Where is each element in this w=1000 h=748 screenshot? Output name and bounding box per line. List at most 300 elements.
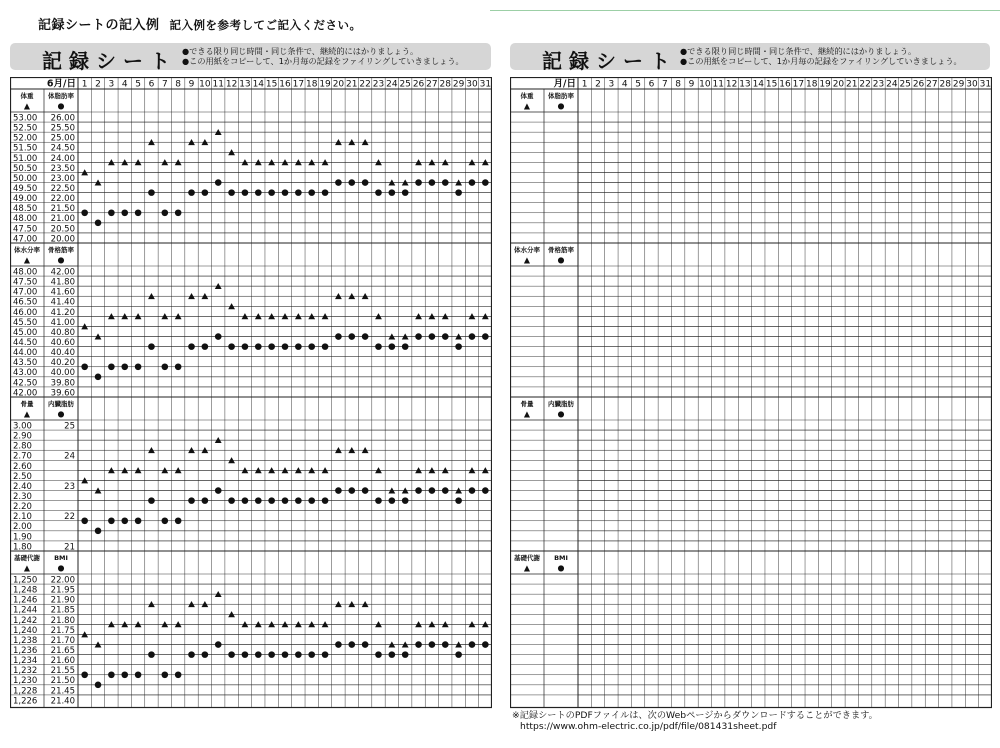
circle-mark <box>81 517 88 524</box>
circle-mark <box>175 363 182 370</box>
scale-value: 47.00 <box>13 234 38 245</box>
day-number: 18 <box>805 79 818 90</box>
circle-mark <box>389 189 396 196</box>
day-number: 26 <box>412 79 425 90</box>
day-number: 1 <box>81 79 88 90</box>
day-number: 27 <box>926 79 938 90</box>
circle-mark <box>268 343 275 350</box>
scale-value: 51.00 <box>13 153 38 164</box>
circle-mark <box>469 487 476 494</box>
circle-mark <box>482 487 489 494</box>
circle-mark <box>335 641 342 648</box>
circle-legend-mark: ● <box>57 563 65 573</box>
scale-value: 50.50 <box>13 163 38 174</box>
scale-value: 49.50 <box>13 184 38 195</box>
circle-mark <box>442 179 449 186</box>
day-number: 18 <box>305 79 318 90</box>
scale-value: 51.50 <box>13 143 38 154</box>
scale-value: 20.50 <box>50 224 75 235</box>
scale-value: 21.00 <box>50 214 75 225</box>
day-number: 31 <box>979 79 992 90</box>
scale-value: 2.70 <box>13 451 32 462</box>
day-number: 28 <box>439 79 451 90</box>
banner-note-2: ●この用紙をコピーして、1か月毎の記録をファイリングしていきましょう。 <box>680 56 962 66</box>
circle-mark <box>308 189 315 196</box>
circle-mark <box>335 179 342 186</box>
circle-mark <box>362 641 369 648</box>
day-number: 17 <box>792 79 805 90</box>
circle-mark <box>228 651 235 658</box>
day-number: 3 <box>608 79 615 90</box>
metric-label: 内臓脂肪 <box>48 400 74 408</box>
day-number: 15 <box>265 79 278 90</box>
scale-value: 24 <box>64 451 75 462</box>
circle-mark <box>335 333 342 340</box>
circle-mark <box>375 343 382 350</box>
day-number: 13 <box>739 79 751 90</box>
circle-mark <box>81 671 88 678</box>
day-number: 13 <box>239 79 251 90</box>
circle-mark <box>202 343 209 350</box>
footnote <box>512 710 878 732</box>
triangle-legend-mark: ▲ <box>23 255 31 265</box>
header-month-day: 6月/日 <box>46 78 76 90</box>
scale-value: 39.60 <box>50 388 75 399</box>
scale-value: 1,242 <box>13 615 38 626</box>
circle-mark <box>81 363 88 370</box>
circle-mark <box>469 641 476 648</box>
circle-mark <box>175 517 182 524</box>
day-number: 20 <box>832 79 845 90</box>
circle-legend-mark: ● <box>557 409 565 419</box>
scale-value: 2.50 <box>13 471 32 482</box>
scale-value: 26.00 <box>50 113 75 124</box>
example-caption-sub: 記入例を参考してご記入ください。 <box>169 18 362 32</box>
circle-mark <box>108 517 115 524</box>
circle-mark <box>308 651 315 658</box>
scale-value: 1,248 <box>13 585 38 596</box>
circle-mark <box>362 179 369 186</box>
scale-value: 24.50 <box>50 143 75 154</box>
scale-value: 21 <box>64 542 75 553</box>
sheet-border <box>511 78 992 708</box>
circle-mark <box>148 189 155 196</box>
circle-mark <box>255 497 262 504</box>
circle-mark <box>429 333 436 340</box>
circle-mark <box>402 343 409 350</box>
scale-value: 41.40 <box>50 297 75 308</box>
day-number: 29 <box>952 79 965 90</box>
banner-title: 記録シート <box>542 49 677 73</box>
top-divider <box>490 10 1000 11</box>
circle-mark <box>202 189 209 196</box>
scale-value: 47.50 <box>13 224 38 235</box>
circle-mark <box>429 641 436 648</box>
day-number: 6 <box>648 79 655 90</box>
circle-mark <box>215 179 222 186</box>
circle-legend-mark: ● <box>57 255 65 265</box>
circle-mark <box>282 343 289 350</box>
scale-value: 46.00 <box>13 307 38 318</box>
scale-value: 2.20 <box>13 502 32 513</box>
scale-value: 52.00 <box>13 133 38 144</box>
circle-mark <box>188 497 195 504</box>
day-number: 11 <box>712 79 724 90</box>
day-number: 21 <box>846 79 858 90</box>
banner-title: 記録シート <box>42 49 177 73</box>
circle-mark <box>415 333 422 340</box>
circle-mark <box>162 363 169 370</box>
circle-mark <box>175 209 182 216</box>
scale-value: 46.50 <box>13 297 38 308</box>
circle-mark <box>242 189 249 196</box>
banner-notes <box>680 46 962 66</box>
circle-mark <box>188 651 195 658</box>
circle-mark <box>202 651 209 658</box>
metric-label: 骨格筋率 <box>548 246 574 254</box>
metric-label: 体重 <box>20 92 34 100</box>
circle-mark <box>482 333 489 340</box>
circle-mark <box>282 189 289 196</box>
day-number: 28 <box>939 79 951 90</box>
scale-value: 40.80 <box>50 327 75 338</box>
scale-value: 43.50 <box>13 358 38 369</box>
scale-value: 1,236 <box>13 646 38 657</box>
day-number: 7 <box>161 79 168 90</box>
scale-value: 21.80 <box>50 615 75 626</box>
circle-mark <box>389 343 396 350</box>
circle-mark <box>228 497 235 504</box>
sheet-border <box>11 78 492 708</box>
circle-mark <box>455 497 462 504</box>
circle-legend-mark: ● <box>57 101 65 111</box>
scale-value: 20.00 <box>50 234 75 245</box>
metric-label: 体重 <box>520 92 534 100</box>
circle-mark <box>228 189 235 196</box>
day-number: 19 <box>819 79 831 90</box>
circle-mark <box>362 333 369 340</box>
day-number: 16 <box>279 79 291 90</box>
banner-blank <box>510 43 990 73</box>
example-record-sheet <box>10 77 492 709</box>
triangle-legend-mark: ▲ <box>523 255 531 265</box>
scale-value: 41.60 <box>50 287 75 298</box>
scale-value: 3.00 <box>13 421 32 432</box>
day-number: 20 <box>332 79 345 90</box>
circle-mark <box>469 333 476 340</box>
circle-legend-mark: ● <box>557 563 565 573</box>
scale-value: 53.00 <box>13 113 38 124</box>
banner-note-1: ●できる限り同じ時間・同じ条件で、継続的にはかりましょう。 <box>182 46 419 56</box>
day-number: 9 <box>188 79 195 90</box>
circle-mark <box>295 497 302 504</box>
scale-value: 24.00 <box>50 153 75 164</box>
scale-value: 1,238 <box>13 635 38 646</box>
day-number: 8 <box>175 79 182 90</box>
metric-label: 基礎代謝 <box>514 554 540 562</box>
metric-label: 骨量 <box>20 400 34 408</box>
scale-value: 2.30 <box>13 492 32 503</box>
scale-value: 41.20 <box>50 307 75 318</box>
circle-mark <box>455 343 462 350</box>
circle-mark <box>389 651 396 658</box>
day-number: 17 <box>292 79 305 90</box>
circle-mark <box>242 651 249 658</box>
circle-mark <box>295 651 302 658</box>
footnote-line-1: ※記録シートのPDFファイルは、次のWebページからダウンロードすることができます。 <box>512 710 878 721</box>
scale-value: 25.00 <box>50 133 75 144</box>
circle-mark <box>162 517 169 524</box>
scale-value: 2.00 <box>13 522 32 533</box>
circle-mark <box>95 220 102 227</box>
day-number: 9 <box>688 79 695 90</box>
banner-note-1: ●できる限り同じ時間・同じ条件で、継続的にはかりましょう。 <box>680 46 917 56</box>
circle-mark <box>282 651 289 658</box>
circle-mark <box>322 189 329 196</box>
day-number: 14 <box>252 79 265 90</box>
scale-value: 23.50 <box>50 163 75 174</box>
circle-mark <box>95 374 102 381</box>
day-number: 7 <box>661 79 668 90</box>
footnote-url: https://www.ohm-electric.co.jp/pdf/file/081431sheet.pdf <box>520 721 777 732</box>
circle-mark <box>348 179 355 186</box>
circle-mark <box>202 497 209 504</box>
triangle-legend-mark: ▲ <box>23 409 31 419</box>
triangle-legend-mark: ▲ <box>23 563 31 573</box>
day-number: 29 <box>452 79 465 90</box>
banner-notes <box>182 46 464 66</box>
metric-label: 骨量 <box>520 400 534 408</box>
circle-mark <box>415 641 422 648</box>
day-number: 5 <box>135 79 141 90</box>
scale-value: 2.80 <box>13 441 32 452</box>
day-number: 31 <box>479 79 492 90</box>
scale-value: 1,228 <box>13 686 38 697</box>
circle-legend-mark: ● <box>557 255 565 265</box>
scale-value: 21.65 <box>50 646 75 657</box>
day-number: 2 <box>595 79 601 90</box>
circle-legend-mark: ● <box>57 409 65 419</box>
circle-mark <box>148 343 155 350</box>
day-number: 24 <box>386 79 398 90</box>
day-number: 24 <box>886 79 898 90</box>
circle-mark <box>295 189 302 196</box>
circle-mark <box>375 497 382 504</box>
scale-value: 21.50 <box>50 676 75 687</box>
circle-mark <box>415 487 422 494</box>
scale-value: 21.50 <box>50 204 75 215</box>
day-number: 4 <box>621 79 628 90</box>
day-number: 14 <box>752 79 765 90</box>
circle-mark <box>348 333 355 340</box>
scale-value: 21.40 <box>50 696 75 707</box>
metric-label: 骨格筋率 <box>48 246 74 254</box>
scale-value: 42.00 <box>13 388 38 399</box>
scale-value: 21.85 <box>50 605 75 616</box>
circle-mark <box>148 651 155 658</box>
day-number: 21 <box>346 79 358 90</box>
scale-value: 50.00 <box>13 173 38 184</box>
scale-value: 52.50 <box>13 123 38 134</box>
scale-value: 22.00 <box>50 575 75 586</box>
scale-value: 41.00 <box>50 317 75 328</box>
circle-mark <box>255 343 262 350</box>
scale-value: 39.80 <box>50 378 75 389</box>
day-number: 10 <box>199 79 211 90</box>
scale-value: 2.10 <box>13 512 32 523</box>
scale-value: 1.80 <box>13 542 32 553</box>
scale-value: 25 <box>64 421 75 432</box>
circle-mark <box>255 651 262 658</box>
scale-value: 21.90 <box>50 595 75 606</box>
metric-label: BMI <box>554 554 568 562</box>
circle-mark <box>348 487 355 494</box>
scale-value: 21.60 <box>50 656 75 667</box>
circle-mark <box>242 497 249 504</box>
circle-mark <box>375 189 382 196</box>
circle-mark <box>402 189 409 196</box>
metric-label: 内臓脂肪 <box>548 400 574 408</box>
banner-note-2: ●この用紙をコピーして、1か月毎の記録をファイリングしていきましょう。 <box>182 56 464 66</box>
day-number: 23 <box>372 79 385 90</box>
day-number: 26 <box>912 79 925 90</box>
scale-value: 2.40 <box>13 481 32 492</box>
circle-mark <box>242 343 249 350</box>
scale-value: 22.00 <box>50 194 75 205</box>
circle-mark <box>108 363 115 370</box>
circle-mark <box>308 343 315 350</box>
example-caption <box>38 14 362 33</box>
metric-label: 体脂肪率 <box>548 92 574 100</box>
circle-mark <box>162 209 169 216</box>
circle-mark <box>442 641 449 648</box>
banner-example <box>10 43 491 73</box>
circle-mark <box>95 528 102 535</box>
scale-value: 48.00 <box>13 267 38 278</box>
circle-mark <box>228 343 235 350</box>
scale-value: 21.95 <box>50 585 75 596</box>
scale-value: 40.40 <box>50 348 75 359</box>
day-number: 22 <box>859 79 871 90</box>
scale-value: 23.00 <box>50 173 75 184</box>
circle-mark <box>81 209 88 216</box>
scale-value: 44.50 <box>13 338 38 349</box>
metric-label: 体水分率 <box>514 246 540 254</box>
scale-value: 1,250 <box>13 575 38 586</box>
circle-mark <box>308 497 315 504</box>
day-number: 4 <box>121 79 128 90</box>
metric-label: 基礎代謝 <box>14 554 40 562</box>
scale-value: 23 <box>64 481 75 492</box>
scale-value: 1,244 <box>13 605 38 616</box>
circle-mark <box>322 651 329 658</box>
circle-mark <box>162 671 169 678</box>
scale-value: 21.75 <box>50 625 75 636</box>
circle-mark <box>415 179 422 186</box>
day-number: 8 <box>675 79 682 90</box>
triangle-legend-mark: ▲ <box>523 409 531 419</box>
circle-mark <box>455 651 462 658</box>
day-number: 25 <box>899 79 911 90</box>
metric-label: BMI <box>54 554 68 562</box>
circle-mark <box>121 209 128 216</box>
scale-value: 1.90 <box>13 532 32 543</box>
triangle-legend-mark: ▲ <box>523 563 531 573</box>
day-number: 2 <box>95 79 101 90</box>
circle-mark <box>442 487 449 494</box>
circle-mark <box>268 189 275 196</box>
scale-value: 2.90 <box>13 431 32 442</box>
day-number: 27 <box>426 79 438 90</box>
scale-value: 43.00 <box>13 368 38 379</box>
circle-mark <box>429 179 436 186</box>
scale-value: 1,232 <box>13 666 38 677</box>
circle-mark <box>121 363 128 370</box>
metric-label: 体脂肪率 <box>48 92 74 100</box>
scale-value: 47.00 <box>13 287 38 298</box>
circle-mark <box>322 497 329 504</box>
circle-mark <box>135 517 142 524</box>
blank-record-sheet <box>510 77 992 709</box>
scale-value: 1,226 <box>13 696 38 707</box>
day-number: 12 <box>725 79 738 90</box>
day-number: 22 <box>359 79 371 90</box>
circle-mark <box>121 517 128 524</box>
scale-value: 49.00 <box>13 194 38 205</box>
circle-mark <box>95 682 102 689</box>
circle-legend-mark: ● <box>557 101 565 111</box>
day-number: 16 <box>779 79 791 90</box>
scale-value: 47.50 <box>13 277 38 288</box>
scale-value: 42.00 <box>50 267 75 278</box>
scale-value: 21.70 <box>50 635 75 646</box>
scale-value: 22.50 <box>50 184 75 195</box>
circle-mark <box>375 651 382 658</box>
circle-mark <box>175 671 182 678</box>
circle-mark <box>188 189 195 196</box>
scale-value: 45.00 <box>13 327 38 338</box>
scale-value: 44.00 <box>13 348 38 359</box>
scale-value: 42.50 <box>13 378 38 389</box>
day-number: 15 <box>765 79 778 90</box>
circle-mark <box>469 179 476 186</box>
circle-mark <box>135 363 142 370</box>
scale-value: 25.50 <box>50 123 75 134</box>
circle-mark <box>108 209 115 216</box>
circle-mark <box>362 487 369 494</box>
scale-value: 2.60 <box>13 461 32 472</box>
circle-mark <box>442 333 449 340</box>
circle-mark <box>295 343 302 350</box>
circle-mark <box>402 497 409 504</box>
scale-value: 40.20 <box>50 358 75 369</box>
circle-mark <box>335 487 342 494</box>
circle-mark <box>108 671 115 678</box>
circle-mark <box>135 671 142 678</box>
circle-mark <box>188 343 195 350</box>
day-number: 3 <box>108 79 115 90</box>
scale-value: 1,230 <box>13 676 38 687</box>
scale-value: 48.00 <box>13 214 38 225</box>
day-number: 10 <box>699 79 711 90</box>
scale-value: 41.80 <box>50 277 75 288</box>
scale-value: 1,240 <box>13 625 38 636</box>
header-month-day: 月/日 <box>553 78 576 90</box>
circle-mark <box>282 497 289 504</box>
circle-mark <box>322 343 329 350</box>
day-number: 12 <box>225 79 238 90</box>
circle-mark <box>482 641 489 648</box>
